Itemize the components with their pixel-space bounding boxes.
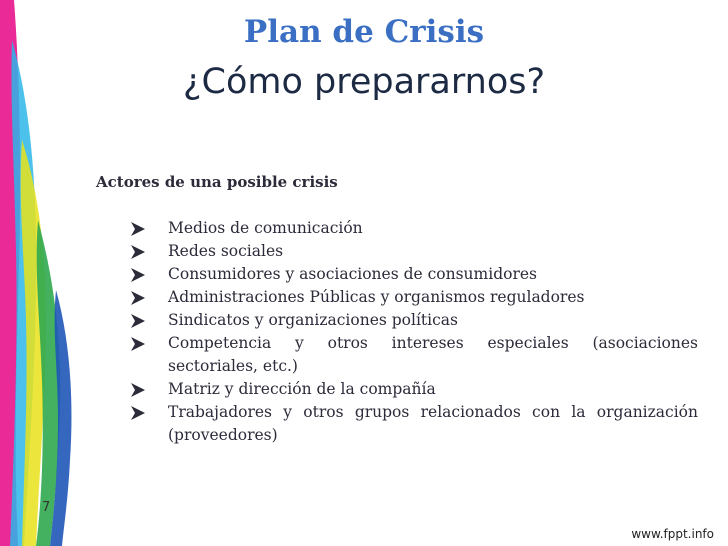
arrow-bullet-icon <box>130 221 146 237</box>
page-number: 7 <box>42 500 51 515</box>
list-item-text: Trabajadores y otros grupos relacionados con la organización (proveedores) <box>168 403 698 444</box>
list-item <box>130 240 698 263</box>
list-item <box>130 217 698 240</box>
arrow-bullet-icon <box>130 313 146 329</box>
actors-list <box>130 217 698 447</box>
slide-subtitle: ¿Cómo prepararnos? <box>182 62 546 102</box>
list-item-text: Administraciones Públicas y organismos reguladores <box>168 288 585 306</box>
title-text: Plan de Crisis <box>243 14 485 50</box>
list-item <box>130 309 698 332</box>
arrow-bullet-icon <box>130 244 146 260</box>
arrow-bullet-icon <box>130 290 146 306</box>
arrow-bullet-icon <box>130 267 146 283</box>
arrow-bullet-icon <box>130 405 146 421</box>
slide-title <box>0 14 728 50</box>
arrow-bullet-icon <box>130 382 146 398</box>
list-item <box>130 378 698 401</box>
list-item-text: Sindicatos y organizaciones políticas <box>168 311 458 329</box>
list-item <box>130 332 698 378</box>
arrow-bullet-icon <box>130 336 146 352</box>
list-item-text: Medios de comunicación <box>168 219 363 237</box>
list-item-text: Matriz y dirección de la compañía <box>168 380 436 398</box>
list-item <box>130 263 698 286</box>
list-item-text: Consumidores y asociaciones de consumidores <box>168 265 537 283</box>
list-item-text: Redes sociales <box>168 242 284 260</box>
list-item <box>130 401 698 447</box>
section-heading: Actores de una posible crisis <box>96 173 338 191</box>
list-item <box>130 286 698 309</box>
list-item-text: Competencia y otros intereses especiales (asociaciones sectoriales, etc.) <box>168 334 698 375</box>
footer-url: www.fppt.info <box>631 527 714 541</box>
